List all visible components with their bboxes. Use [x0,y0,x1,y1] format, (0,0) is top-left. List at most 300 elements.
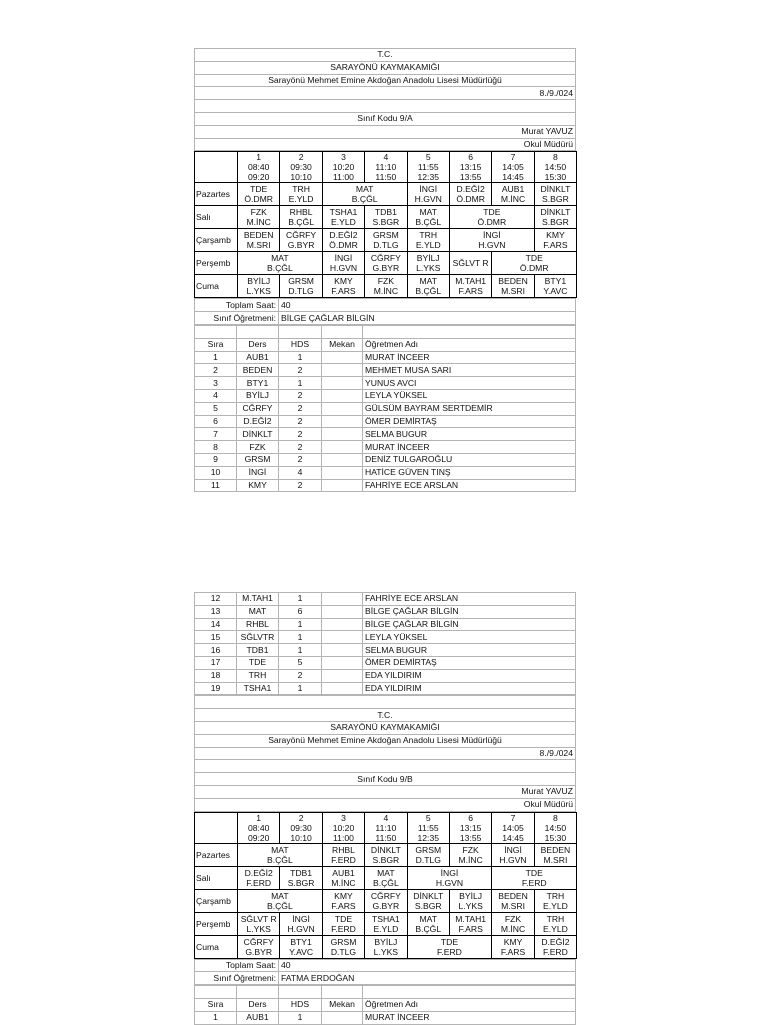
lesson-teacher: F.ARS [500,946,526,957]
row-ogretmen: HATİCE GÜVEN TINŞ [363,466,576,479]
lesson-cell [407,912,449,935]
sinif-ogretmeni-value: BİLGE ÇAĞLAR BİLGİN [279,312,576,325]
row-sira: 17 [195,656,237,669]
lesson-cell [492,252,577,275]
row-ogretmen: FAHRİYE ECE ARSLAN [363,593,576,606]
lesson-code: TDB1 [290,867,313,878]
lesson-code: CĞRFY [243,936,274,947]
row-ders: AUB1 [237,351,279,364]
lesson-cell [238,275,280,298]
list-item [195,593,576,606]
sinif-ogretmeni-label: Sınıf Öğretmeni: [195,972,279,985]
row-ogretmen: LEYLA YÜKSEL [363,389,576,402]
summary-block [194,959,576,986]
period-no: 3 [341,152,346,163]
lesson-code: İNGİ [292,913,310,924]
row-ders: TSHA1 [237,682,279,695]
day-row [195,866,577,889]
lesson-cell [492,866,577,889]
row-mekan [322,631,363,644]
lesson-code: KMY [334,890,353,901]
principal-title: Okul Müdürü [195,138,576,151]
period-end: 11:50 [375,172,397,183]
period-end: 10:10 [290,172,312,183]
list-item [195,453,576,466]
list-header-row [195,998,576,1011]
period-no: 2 [298,812,304,823]
teacher-list [194,325,576,492]
period-no: 1 [256,812,262,823]
period-start: 09:30 [290,162,312,173]
lesson-teacher: M.SRI [543,854,568,865]
lesson-cell [534,935,576,958]
lesson-code: DİNKLT [370,844,401,855]
day-row [195,206,577,229]
row-sira: 6 [195,415,237,428]
lesson-cell [534,183,576,206]
lesson-teacher: F.ARS [458,923,483,934]
row-mekan [322,415,363,428]
lesson-teacher: H.GVN [287,923,315,934]
corner-cell [195,152,238,183]
lesson-teacher: L.YKS [416,263,441,274]
lesson-teacher: G.BYR [287,240,315,251]
lesson-teacher: H.GVN [329,263,358,274]
row-hds: 2 [279,479,322,492]
row-mekan [322,682,363,695]
row-mekan [322,593,363,606]
lesson-teacher: B.ÇĞL [266,263,293,274]
row-mekan [322,402,363,415]
lesson-cell [534,229,576,252]
lesson-teacher: S.BGR [414,900,442,911]
row-hds: 1 [279,682,322,695]
lesson-teacher: Ö.DMR [456,194,485,205]
period-end: 15:30 [544,172,567,183]
period-header-row [195,152,577,183]
lesson-code: İNGİ [419,184,438,195]
lesson-code: İNGİ [334,253,353,264]
lesson-code: MAT [377,867,395,878]
lesson-teacher: F.ARS [543,240,568,251]
lesson-cell [322,275,364,298]
lesson-cell [365,229,407,252]
lesson-code: GRSM [330,936,357,947]
header-block [194,695,576,811]
kaymakam-line: SARAYÖNÜ KAYMAKAMIĞI [195,721,576,734]
principal-name: Murat YAVUZ [195,785,576,798]
period-cell [280,812,322,843]
row-hds: 1 [279,631,322,644]
lesson-cell [407,252,449,275]
lesson-teacher: Ö.DMR [244,194,274,205]
lesson-teacher: G.BYR [245,946,273,957]
timetable-body [195,812,577,958]
period-no: 6 [468,812,474,823]
row-mekan [322,441,363,454]
lesson-teacher: F.ERD [521,877,547,888]
period-cell [492,152,534,183]
day-name: Salı [195,866,238,889]
lesson-cell [449,843,491,866]
row-hds: 5 [279,656,322,669]
lesson-cell [365,206,407,229]
lesson-cell [280,866,322,889]
lesson-cell [322,889,364,912]
lesson-code: TRH [546,890,565,901]
list-item [195,466,576,479]
lesson-teacher: B.ÇĞL [372,877,399,888]
lesson-cell [407,843,449,866]
row-ogretmen: MURAT İNCEER [363,351,576,364]
lesson-code: D.EĞİ2 [244,867,273,878]
period-cell [407,812,449,843]
period-no: 4 [383,812,389,823]
period-end: 15:30 [544,832,567,843]
period-start: 09:30 [290,822,312,833]
lesson-code: BYİLJ [459,890,483,901]
row-hds: 1 [279,351,322,364]
lesson-teacher: B.ÇĞL [288,217,314,228]
row-mekan [322,605,363,618]
lesson-code: BTY1 [544,276,567,287]
lesson-teacher: Ö.DMR [519,263,549,274]
lesson-teacher: S.BGR [287,877,315,888]
lesson-code: TDE [334,913,353,924]
lesson-teacher: F.ERD [331,923,356,934]
period-end: 14:45 [502,172,524,183]
lesson-cell [492,889,534,912]
row-hds: 2 [279,428,322,441]
list-body [195,1011,576,1024]
lesson-code: FZK [504,913,522,924]
period-start: 08:40 [247,822,270,833]
lesson-code: FZK [462,844,479,855]
lesson-code: MAT [271,844,289,855]
timetable [194,151,577,298]
list-item [195,377,576,390]
lesson-teacher: E.YLD [543,900,568,911]
row-ogretmen: GÜLSÜM BAYRAM SERTDEMİR [363,402,576,415]
day-row [195,935,577,958]
period-no: 5 [425,152,431,163]
period-start: 11:10 [375,822,397,833]
row-mekan [322,453,363,466]
lesson-code: MAT [419,276,438,287]
list-item [195,1011,576,1024]
period-end: 12:35 [417,172,440,183]
lesson-cell [534,275,576,298]
period-end: 14:45 [502,832,524,843]
row-ogretmen: LEYLA YÜKSEL [363,631,576,644]
day-name: Perşemb [195,912,238,935]
day-name: Pazartes [195,183,238,206]
date-line: 8./9./024 [195,87,576,100]
lesson-cell [238,889,323,912]
lesson-code: TRH [546,913,565,924]
period-cell [492,812,534,843]
list-item [195,644,576,657]
lesson-cell [280,912,322,935]
lesson-cell [449,183,491,206]
lesson-cell [365,889,407,912]
lesson-code: DİNKLT [540,207,571,218]
lesson-code: TSHA1 [329,207,358,218]
corner-cell [195,812,238,843]
lesson-teacher: B.ÇĞL [415,286,442,297]
lesson-teacher: M.İNC [500,194,526,205]
day-row [195,912,577,935]
row-sira: 11 [195,479,237,492]
row-hds: 2 [279,415,322,428]
lesson-code: KMY [334,276,353,287]
period-cell [238,152,280,183]
lesson-teacher: M.İNC [246,217,271,228]
lesson-code: TDE [525,253,543,264]
lesson-teacher: Y.AVC [289,946,314,957]
lesson-code: GRSM [372,230,399,241]
tc-line: T.C. [195,709,576,722]
lesson-cell [449,912,491,935]
list-item [195,402,576,415]
toplam-label: Toplam Saat: [195,959,279,972]
list-item [195,351,576,364]
row-ogretmen: BİLGE ÇAĞLAR BİLGİN [363,605,576,618]
list-item [195,631,576,644]
row-mekan [322,377,363,390]
row-hds: 1 [279,618,322,631]
lesson-code: BTY1 [290,936,312,947]
period-no: 6 [468,152,474,163]
lesson-code: TDE [250,184,268,195]
lesson-code: SĞLVT R [240,913,277,924]
lesson-teacher: E.YLD [415,240,441,251]
kaymakam-line: SARAYÖNÜ KAYMAKAMIĞI [195,61,576,74]
lesson-teacher: S.BGR [372,217,400,228]
principal-name: Murat YAVUZ [195,125,576,138]
row-ders: TRH [237,669,279,682]
list-item [195,682,576,695]
period-no: 1 [256,152,262,163]
list-item [195,669,576,682]
period-start: 14:05 [502,822,524,833]
lesson-code: TRH [292,184,310,195]
lesson-code: BYİLJ [416,253,440,264]
period-cell [449,812,491,843]
lesson-code: CĞRFY [370,253,401,264]
period-cell [534,152,576,183]
list-item [195,364,576,377]
col-sira: Sıra [195,998,237,1011]
lesson-teacher: E.YLD [331,217,356,228]
lesson-cell [534,206,576,229]
period-cell [365,152,407,183]
lesson-teacher: D.TLG [373,240,399,251]
row-ogretmen: SELMA BUGUR [363,428,576,441]
lesson-teacher: G.BYR [372,900,400,911]
lesson-teacher: B.ÇĞL [415,923,442,934]
lesson-cell [449,889,491,912]
row-ogretmen: YUNUS AVCI [363,377,576,390]
lesson-code: D.EĞİ2 [456,184,485,195]
period-cell [322,812,364,843]
lesson-cell [238,935,280,958]
lesson-code: BEDEN [540,844,571,855]
period-end: 11:00 [333,832,354,843]
lesson-code: KMY [546,230,565,241]
period-start: 11:55 [417,162,439,173]
lesson-teacher: L.YKS [246,286,271,297]
period-end: 12:35 [417,832,440,843]
tc-line: T.C. [195,49,576,62]
lesson-cell [280,183,322,206]
lesson-code: TDE [440,936,459,947]
row-ders: KMY [237,479,279,492]
lesson-cell [407,183,449,206]
period-start: 10:20 [332,822,355,833]
row-ders: D.EĞİ2 [237,415,279,428]
day-row [195,183,577,206]
lesson-cell [534,889,576,912]
lesson-teacher: F.ERD [246,877,272,888]
row-ders: GRSM [237,453,279,466]
row-sira: 18 [195,669,237,682]
period-no: 7 [510,152,516,163]
row-sira: 15 [195,631,237,644]
period-start: 08:40 [247,162,270,173]
lesson-teacher: H.GVN [478,240,506,251]
period-cell [238,812,280,843]
lesson-teacher: E.YLD [373,923,399,934]
lesson-code: BYİLJ [247,276,271,287]
lesson-cell [534,843,576,866]
row-mekan [322,618,363,631]
row-ogretmen: MEHMET MUSA SARI [363,364,576,377]
lesson-cell [407,275,449,298]
toplam-label: Toplam Saat: [195,299,279,312]
period-start: 11:10 [375,162,397,173]
col-mekan: Mekan [322,998,363,1011]
list-body [195,593,576,695]
row-sira: 3 [195,377,237,390]
lesson-code: TDE [483,207,501,218]
period-start: 10:20 [332,162,355,173]
lesson-teacher: M.SRI [246,240,271,251]
col-hds: HDS [279,998,322,1011]
lesson-cell [238,206,280,229]
timetable-body [195,152,577,298]
lesson-teacher: F.ERD [437,946,462,957]
list-item [195,441,576,454]
period-no: 4 [383,152,389,163]
lesson-cell [492,183,534,206]
day-row [195,252,577,275]
row-ders: FZK [237,441,279,454]
lesson-cell [365,252,407,275]
lesson-teacher: G.BYR [372,263,400,274]
row-ogretmen: BİLGE ÇAĞLAR BİLGİN [363,618,576,631]
row-hds: 2 [279,441,322,454]
lesson-teacher: B.ÇĞL [415,217,442,228]
row-sira: 8 [195,441,237,454]
list-body [195,351,576,492]
day-name: Cuma [195,275,238,298]
lesson-code: İNGİ [483,230,501,241]
row-ogretmen: ÖMER DEMİRTAŞ [363,415,576,428]
period-no: 3 [341,812,346,823]
lesson-code: M.TAH1 [455,276,487,287]
list-item [195,428,576,441]
row-ogretmen: MURAT İNCEER [363,441,576,454]
lesson-cell [365,843,407,866]
period-no: 2 [298,152,304,163]
col-ders: Ders [237,998,279,1011]
period-cell [280,152,322,183]
row-ders: CĞRFY [237,402,279,415]
day-name: Çarşamb [195,889,238,912]
class-code: Sınıf Kodu 9/B [195,773,576,786]
school-line: Sarayönü Mehmet Emine Akdoğan Anadolu Lisesi Müdürlüğü [195,74,576,87]
summary-block [194,298,576,325]
day-name: Salı [195,206,238,229]
row-hds: 6 [279,605,322,618]
period-start: 14:50 [544,162,567,173]
lesson-cell [407,866,492,889]
period-end: 13:55 [459,172,482,183]
principal-title: Okul Müdürü [195,798,576,811]
col-hds: HDS [279,338,322,351]
row-ders: İNGİ [237,466,279,479]
lesson-code: SĞLVT R [452,258,489,269]
period-cell [534,812,576,843]
list-item [195,415,576,428]
row-sira: 5 [195,402,237,415]
lesson-teacher: B.ÇĞL [266,854,293,865]
row-hds: 2 [279,402,322,415]
lesson-code: AUB1 [332,867,355,878]
row-ders: MAT [237,605,279,618]
lesson-code: BEDEN [243,230,274,241]
lesson-code: BEDEN [498,276,528,287]
row-mekan [322,351,363,364]
row-sira: 1 [195,351,237,364]
row-ders: TDE [237,656,279,669]
list-header-row [195,338,576,351]
period-end: 11:50 [375,832,397,843]
lesson-cell [322,935,364,958]
lesson-cell [238,252,323,275]
lesson-code: RHBL [332,844,355,855]
timetable [194,812,577,959]
col-ogretmen: Öğretmen Adı [363,338,576,351]
period-no: 8 [553,152,558,163]
lesson-cell [407,229,449,252]
row-hds: 1 [279,644,322,657]
row-hds: 4 [279,466,322,479]
row-ders: SĞLVTR [237,631,279,644]
lesson-code: MAT [355,184,374,195]
lesson-cell [492,275,534,298]
lesson-teacher: M.SRI [501,286,525,297]
header-block [194,48,576,151]
lesson-teacher: M.İNC [500,923,526,934]
period-no: 7 [510,812,516,823]
lesson-teacher: B.ÇĞL [351,194,378,205]
row-mekan [322,364,363,377]
row-sira: 1 [195,1011,237,1024]
lesson-cell [322,206,364,229]
col-ogretmen: Öğretmen Adı [363,998,576,1011]
